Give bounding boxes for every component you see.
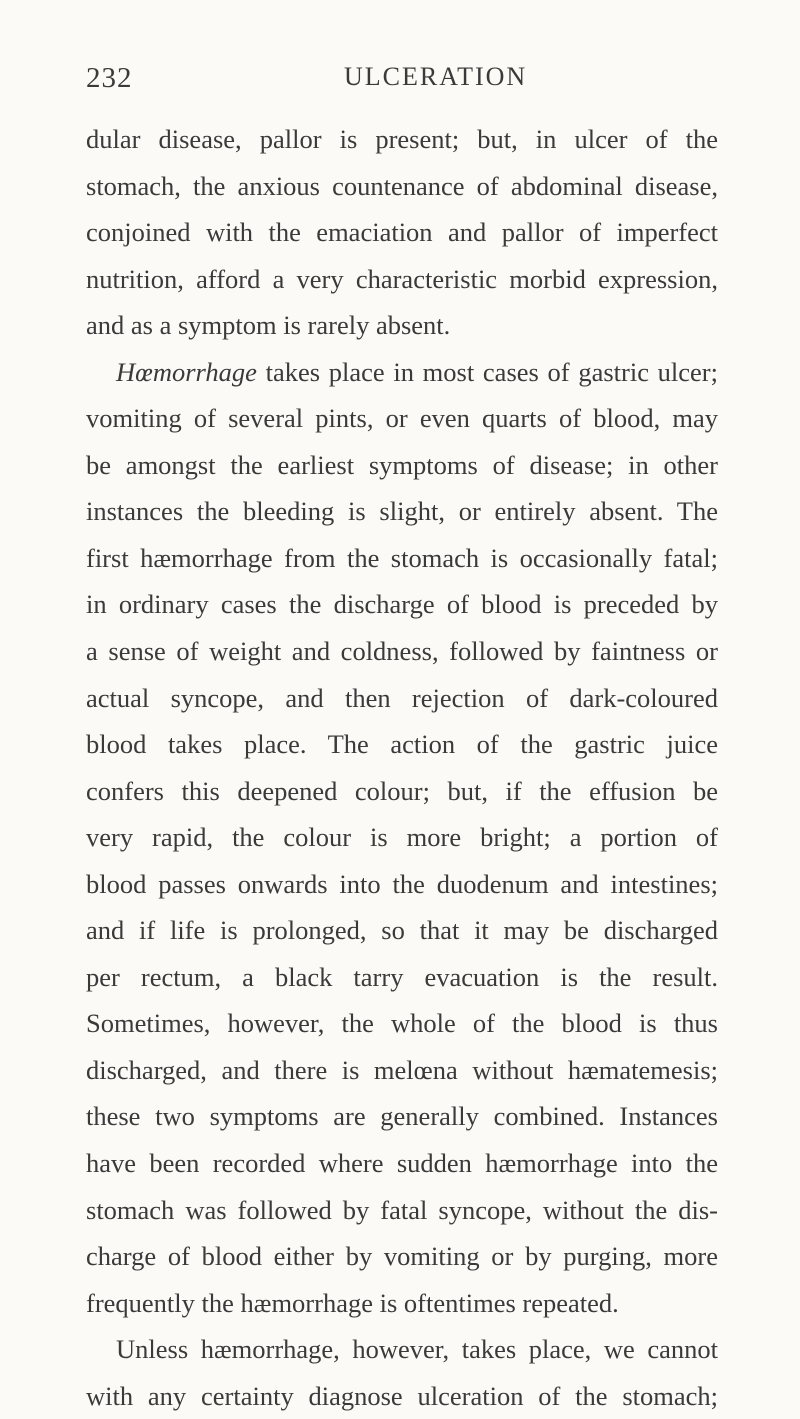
- text-line-paragraph-start: Unless hæmorrhage, however, takes place, we cannot: [116, 1334, 718, 1365]
- text-line-paragraph-start: [86, 349, 718, 396]
- text-line: very rapid, the colour is more bright; a portion of: [86, 822, 718, 853]
- text-line: nutrition, afford a very characteristic morbid expression,: [86, 263, 718, 294]
- text-line: in ordinary cases the discharge of blood is preceded by: [86, 589, 718, 620]
- body-text: [86, 116, 718, 1419]
- text-line-rest: takes place in most cases of gastric ulcer;: [265, 356, 718, 387]
- italic-term: Hœmorrhage: [116, 356, 257, 387]
- text-line: have been recorded where sudden hæmorrhage into the: [86, 1148, 718, 1179]
- text-line: these two symptoms are generally combined. Instances: [86, 1101, 718, 1132]
- text-line: blood takes place. The action of the gastric juice: [86, 729, 718, 760]
- text-line: dular disease, pallor is present; but, in ulcer of the: [86, 124, 718, 154]
- running-title: ULCERATION: [344, 62, 528, 91]
- text-line: vomiting of several pints, or even quarts of blood, may: [86, 403, 718, 434]
- text-line: stomach, the anxious countenance of abdominal disease,: [86, 170, 718, 201]
- text-line: per rectum, a black tarry evacuation is the result.: [86, 961, 718, 992]
- text-line: with any certainty diagnose ulceration of the stomach;: [86, 1380, 718, 1411]
- text-line: instances the bleeding is slight, or entirely absent. The: [86, 496, 718, 527]
- text-line: Sometimes, however, the whole of the blood is thus: [86, 1008, 718, 1039]
- text-line: be amongst the earliest symptoms of disease; in other: [86, 449, 718, 480]
- page-number: 232: [86, 62, 133, 94]
- text-line: discharged, and there is melœna without hæmatemesis;: [86, 1054, 718, 1085]
- text-line: a sense of weight and coldness, followed by faintness or: [86, 636, 718, 667]
- text-line: blood passes onwards into the duodenum and intestines;: [86, 868, 718, 899]
- text-line: first hæmorrhage from the stomach is occasionally fatal;: [86, 542, 718, 573]
- text-line: conjoined with the emaciation and pallor of imperfect: [86, 217, 718, 248]
- text-line: and if life is prolonged, so that it may be discharged: [86, 915, 718, 946]
- text-line: and as a symptom is rarely absent.: [86, 310, 451, 341]
- text-line: confers this deepened colour; but, if the effusion be: [86, 775, 718, 806]
- text-line: stomach was followed by fatal syncope, without the dis-: [86, 1194, 718, 1225]
- page-header: [86, 62, 718, 102]
- text-line: frequently the hæmorrhage is oftentimes repeated.: [86, 1287, 619, 1318]
- text-line: actual syncope, and then rejection of dark-coloured: [86, 682, 718, 713]
- text-line: charge of blood either by vomiting or by purging, more: [86, 1241, 718, 1272]
